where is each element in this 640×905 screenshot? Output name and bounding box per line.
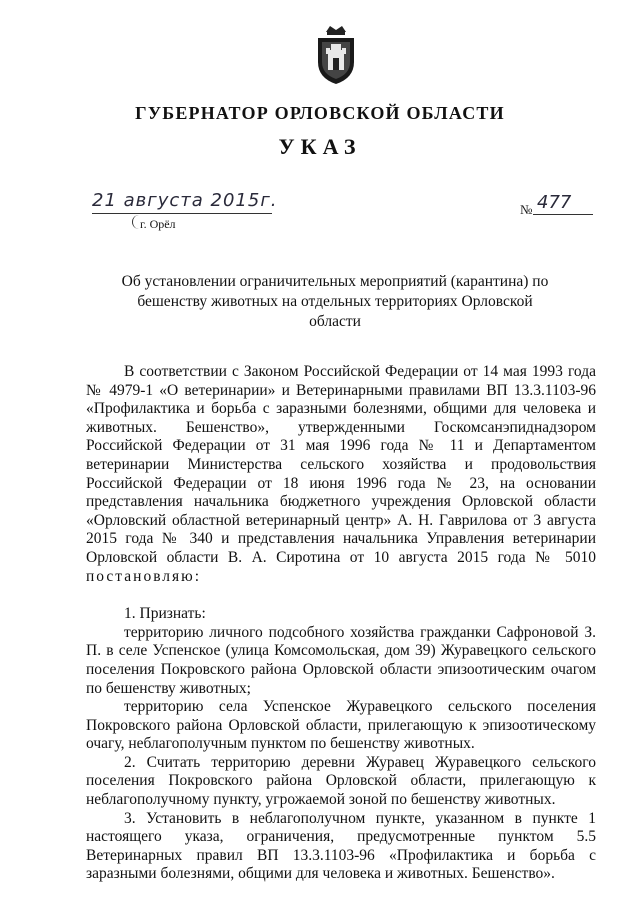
- decree-word: постановляю:: [86, 567, 202, 585]
- item-3: 3. Установить в неблагополучном пункте, указанном в пункте 1 настоящего указа, ограничения, предусмотренные пунктом 5.5 Ветеринарных правил ВП 13.3.1103-96 «Профилактика и борьба с заразными болезнями, общими для человека и животных. Бешенство».: [86, 809, 596, 883]
- preamble-paragraph: [86, 363, 596, 586]
- item-1-heading: 1. Признать:: [124, 605, 206, 623]
- handwritten-number: 477: [537, 192, 572, 213]
- item-1-first-territory: территорию личного подсобного хозяйства гражданки Сафроновой З. П. в селе Успенское (улица Комсомольская, дом 39) Журавецкого сельского поселения Покровского района Орловской области эпизоотическим очагом по бешенству животных;: [86, 623, 596, 697]
- item-1-second-territory: территорию села Успенское Журавецкого сельского поселения Покровского района Орловской области, прилегающую к эпизоотическому очагу, неблагополучным пунктом по бешенству животных.: [86, 698, 596, 753]
- handwritten-date: 21 августа 2015г.: [92, 190, 278, 211]
- number-label: №: [520, 202, 533, 217]
- document-type: УКАЗ: [278, 134, 362, 159]
- number-underline: [533, 214, 593, 215]
- preamble-text: В соответствии с Законом Российской Федерации от 14 мая 1993 года № 4979-1 «О ветеринарии» и Ветеринарными правилами ВП 13.3.1103-96 «Профилактика и борьба с заразными болезнями, общими для человека и животных. Бешенство», утвержденными Госкомсанэпиднадзором Российской Федерации от 31 мая 1996 года № 11 и Департаментом ветеринарии Министерства сельского хозяйства и продовольствия Российской Федерации от 18 июня 1996 года № 23, на основании представления начальника бюджетного учреждения Орловской области «Орловский областной ветеринарный центр» А. Н. Гаврилова от 3 августа 2015 года № 340 и представления начальника Управления ветеринарии Орловской области В. А. Сиротина от 10 августа 2015 года № 5010: [86, 363, 596, 566]
- decree-body: [86, 363, 596, 884]
- item-2: 2. Считать территорию деревни Журавец Журавецкого сельского поселения Покровского района Орловской области, прилегающую к неблагополучному пункту, угрожаемой зоной по бешенству животных.: [86, 753, 596, 809]
- issue-city: г. Орёл: [140, 217, 176, 231]
- decree-subject: Об установлении ограничительных мероприятий (карантина) по бешенству животных на отдельных территориях Орловской области: [121, 273, 549, 330]
- coat-of-arms-icon: [312, 22, 360, 86]
- date-underline: [92, 213, 272, 214]
- issuer-title: ГУБЕРНАТОР ОРЛОВСКОЙ ОБЛАСТИ: [135, 103, 505, 123]
